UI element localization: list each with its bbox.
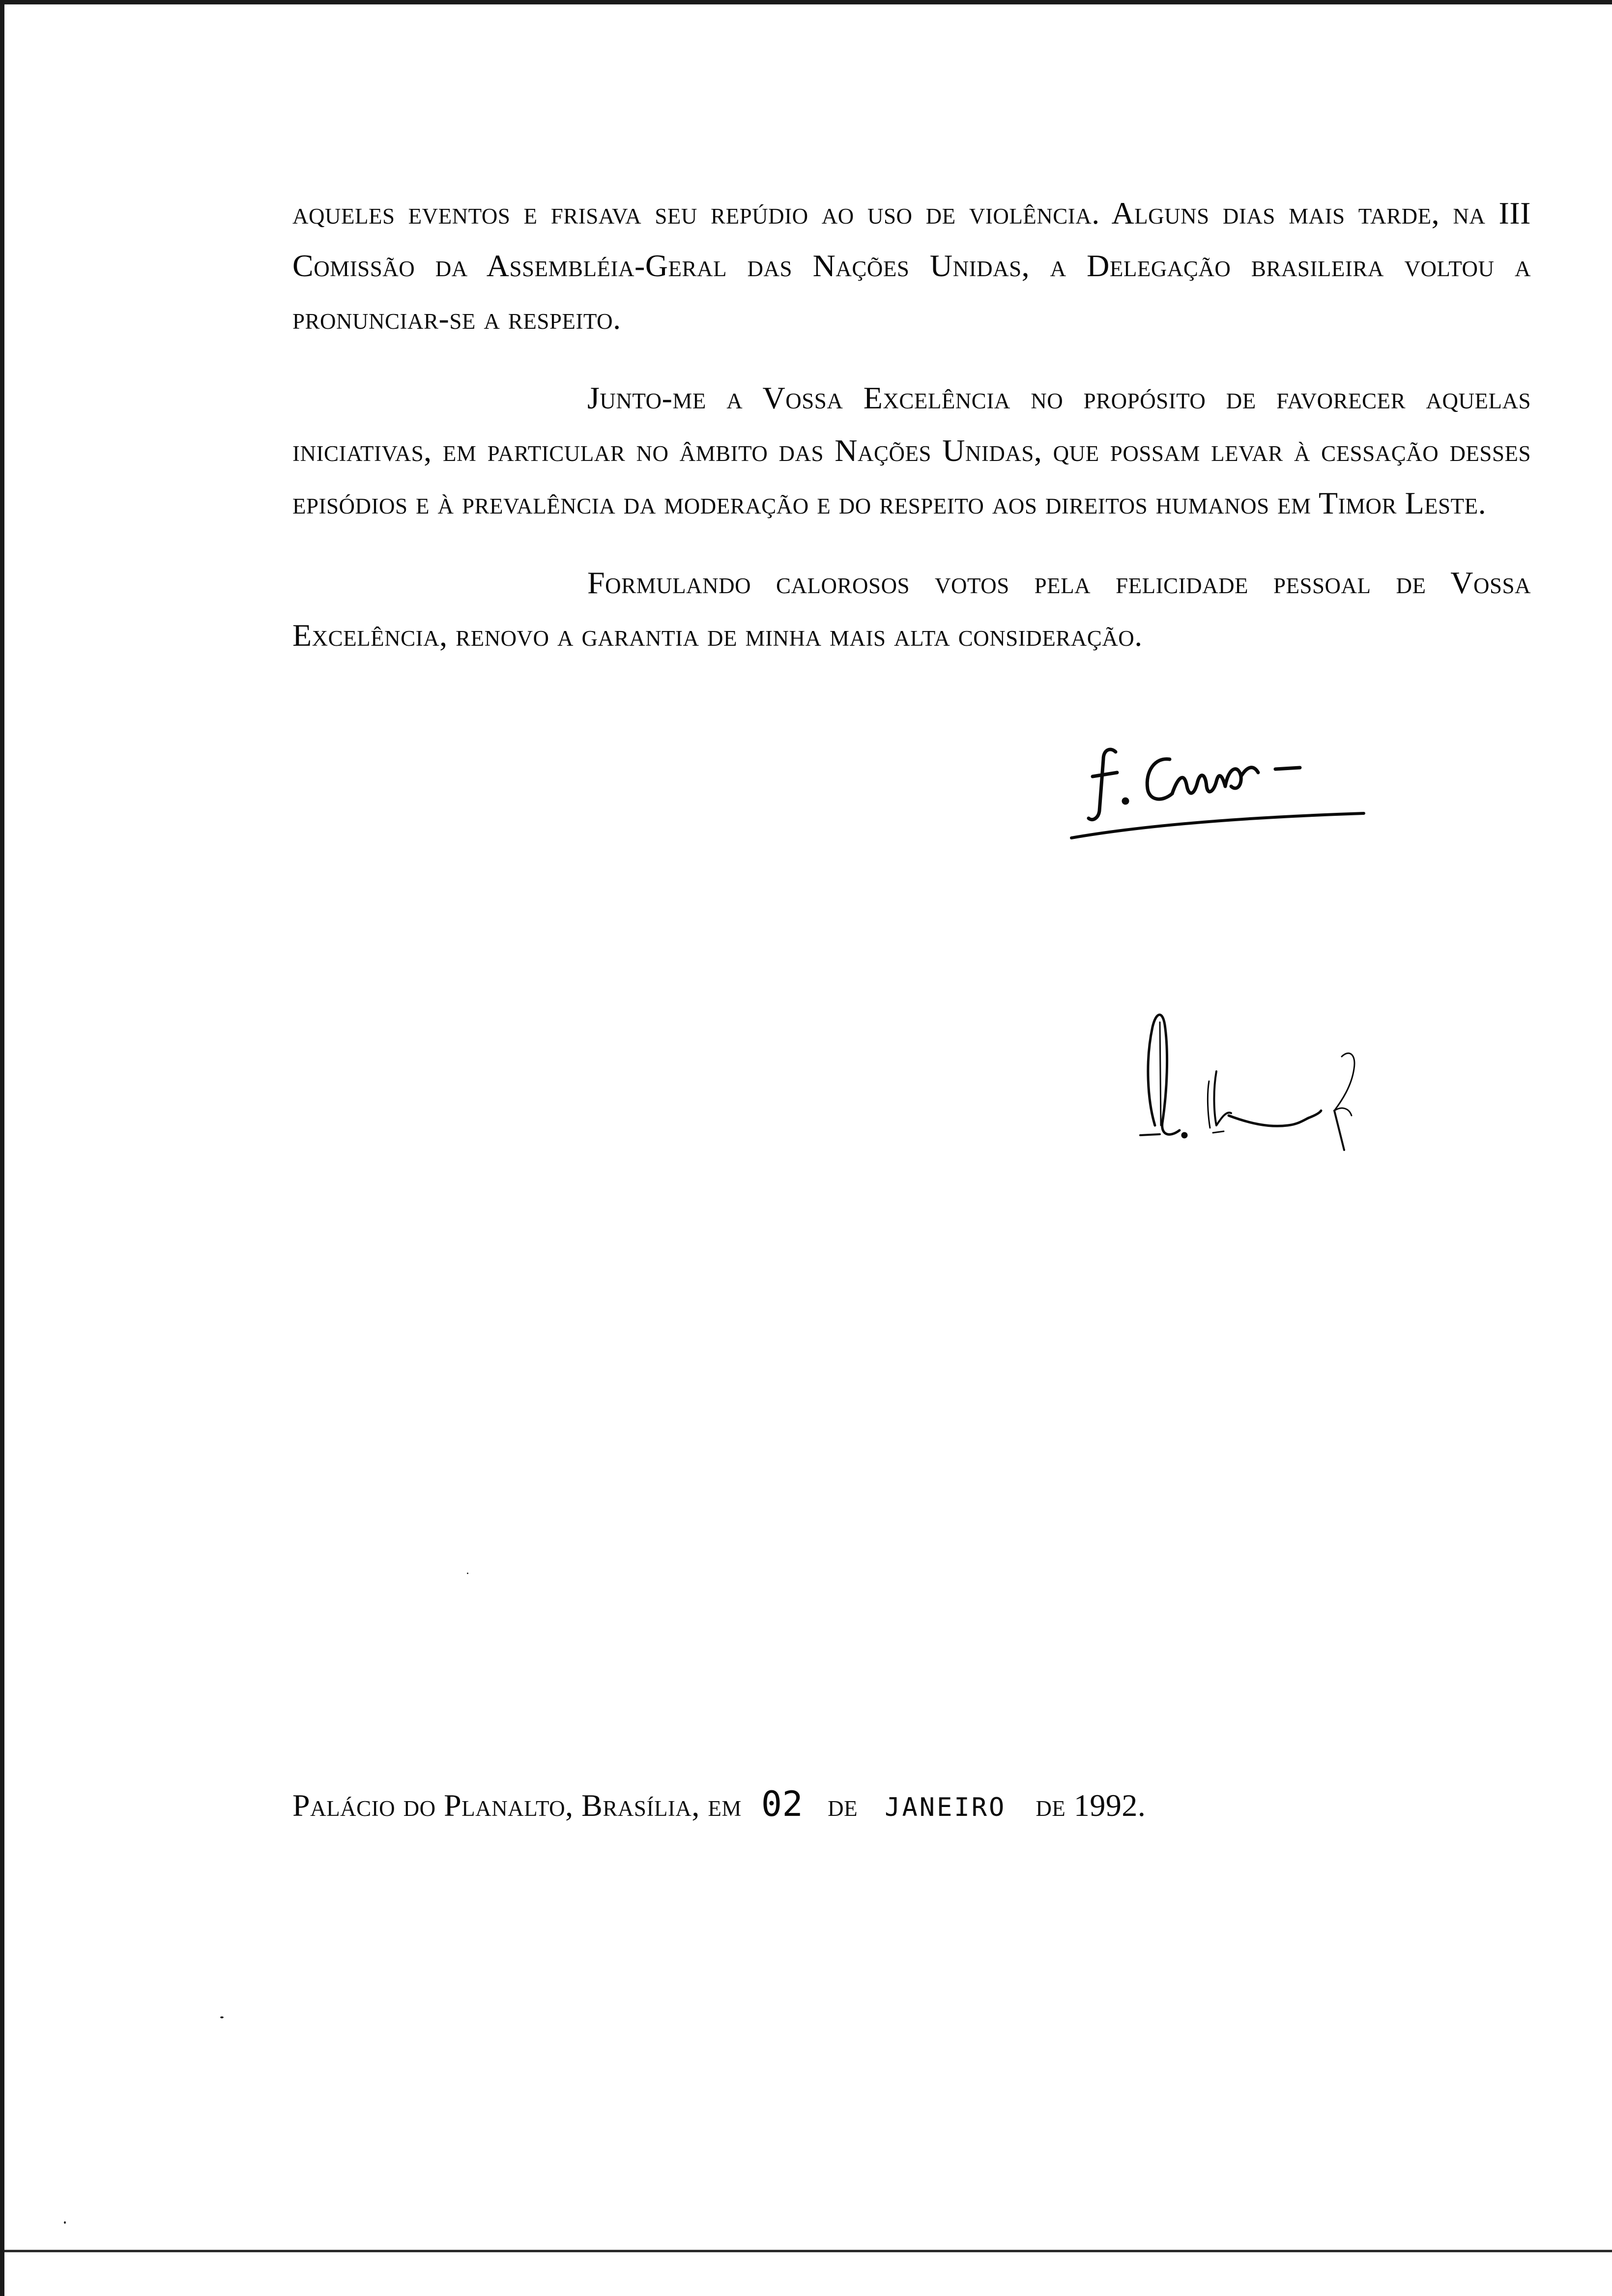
paragraph-support: Junto-me a Vossa Excelência no propósito de favorecer aquelas iniciativas, em particular no âmbito das Nações Unidas, que possam levar à cessação desses episódios e à prevalência da moderação e do respeito aos direitos humanos em Timor Leste.: [292, 380, 1531, 520]
date-de-2: de: [1036, 1788, 1066, 1823]
date-place: Palácio do Planalto, Brasília, em: [292, 1788, 742, 1823]
letter-body: [292, 187, 1531, 689]
scan-border-corner: [0, 2250, 4, 2296]
date-day: 02: [761, 1784, 804, 1824]
paragraph-closing: Formulando calorosos votos pela felicidade pessoal de Vossa Excelência, renovo a garantia de minha mais alta consideração.: [292, 565, 1531, 653]
date-de-1: de: [828, 1788, 858, 1823]
scan-border-left: [0, 0, 4, 2296]
date-month: JANEIRO: [885, 1793, 1007, 1822]
scan-speck: [220, 2016, 224, 2018]
scan-border-bottom: [0, 2250, 1612, 2252]
signature-second: [1125, 988, 1401, 1165]
scan-border-top: [0, 0, 1612, 4]
signature-collor: [1069, 718, 1374, 845]
scan-speck: [467, 1573, 468, 1574]
paragraph-continuation: aqueles eventos e frisava seu repúdio ao uso de violência. Alguns dias mais tarde, na III Comissão da Assembléia-Geral das Nações Unidas, a Delegação brasileira voltou a pronunciar-se a respeito.: [292, 196, 1531, 336]
date-line: [292, 1784, 1146, 1824]
scan-speck: [64, 2221, 66, 2224]
date-year: 1992.: [1073, 1788, 1146, 1823]
